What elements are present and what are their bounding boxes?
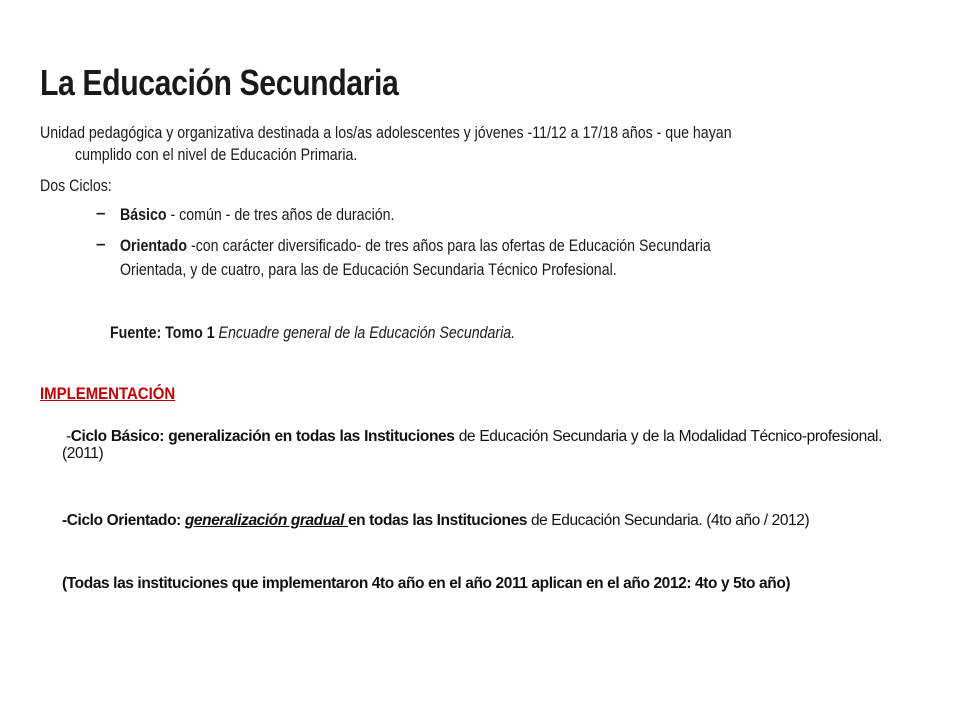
ciclo-orientado-item — [120, 237, 711, 256]
impl-orientado-mid: en todas las Instituciones — [347, 512, 528, 529]
ciclo-basico-item — [120, 206, 394, 225]
source-label: Fuente: Tomo 1 — [110, 324, 215, 342]
bullet-dash: – — [96, 203, 106, 222]
ciclo-basico-name: Básico — [120, 206, 167, 224]
ciclo-orientado-text-2: Orientada, y de cuatro, para las de Educación Secundaria Técnico Profesional. — [120, 261, 617, 279]
ciclos-label: Dos Ciclos: — [40, 177, 112, 195]
impl-basico-paragraph — [62, 428, 882, 462]
implementation-heading: IMPLEMENTACIÓN — [40, 384, 176, 403]
intro-line-1: Unidad pedagógica y organizativa destinada a los/as adolescentes y jóvenes -11/12 a 17/18 años - que hayan — [40, 124, 732, 142]
impl-orientado-gradual: generalización gradual — [184, 512, 348, 529]
ciclo-basico-text: - común - de tres años de duración. — [166, 206, 395, 224]
impl-note-paragraph — [62, 575, 882, 592]
impl-basico-label: Ciclo Básico: generalización en todas las Instituciones — [70, 428, 455, 445]
source-text: Encuadre general de la Educación Secundaria. — [214, 324, 516, 342]
impl-orientado-label: -Ciclo Orientado: — [62, 512, 181, 529]
intro-line-2: cumplido con el nivel de Educación Primaria. — [75, 146, 358, 164]
bullet-dash: – — [96, 234, 106, 253]
impl-basico-prefix: - — [66, 428, 71, 445]
ciclo-orientado-name: Orientado — [120, 237, 188, 255]
impl-note: (Todas las instituciones que implementaron 4to año en el año 2011 aplican en el año 2012: 4to y 5to año) — [62, 575, 791, 592]
impl-orientado-paragraph — [62, 512, 882, 529]
source-citation — [110, 324, 515, 343]
impl-orientado-rest: de Educación Secundaria. (4to año / 2012) — [527, 512, 810, 529]
page-title: La Educación Secundaria — [40, 62, 399, 103]
ciclo-orientado-text: -con carácter diversificado- de tres años para las ofertas de Educación Secundaria — [187, 237, 711, 255]
impl-basico-rest: de Educación Secundaria y de la Modalidad Técnico-profesional. (2011) — [62, 428, 882, 462]
